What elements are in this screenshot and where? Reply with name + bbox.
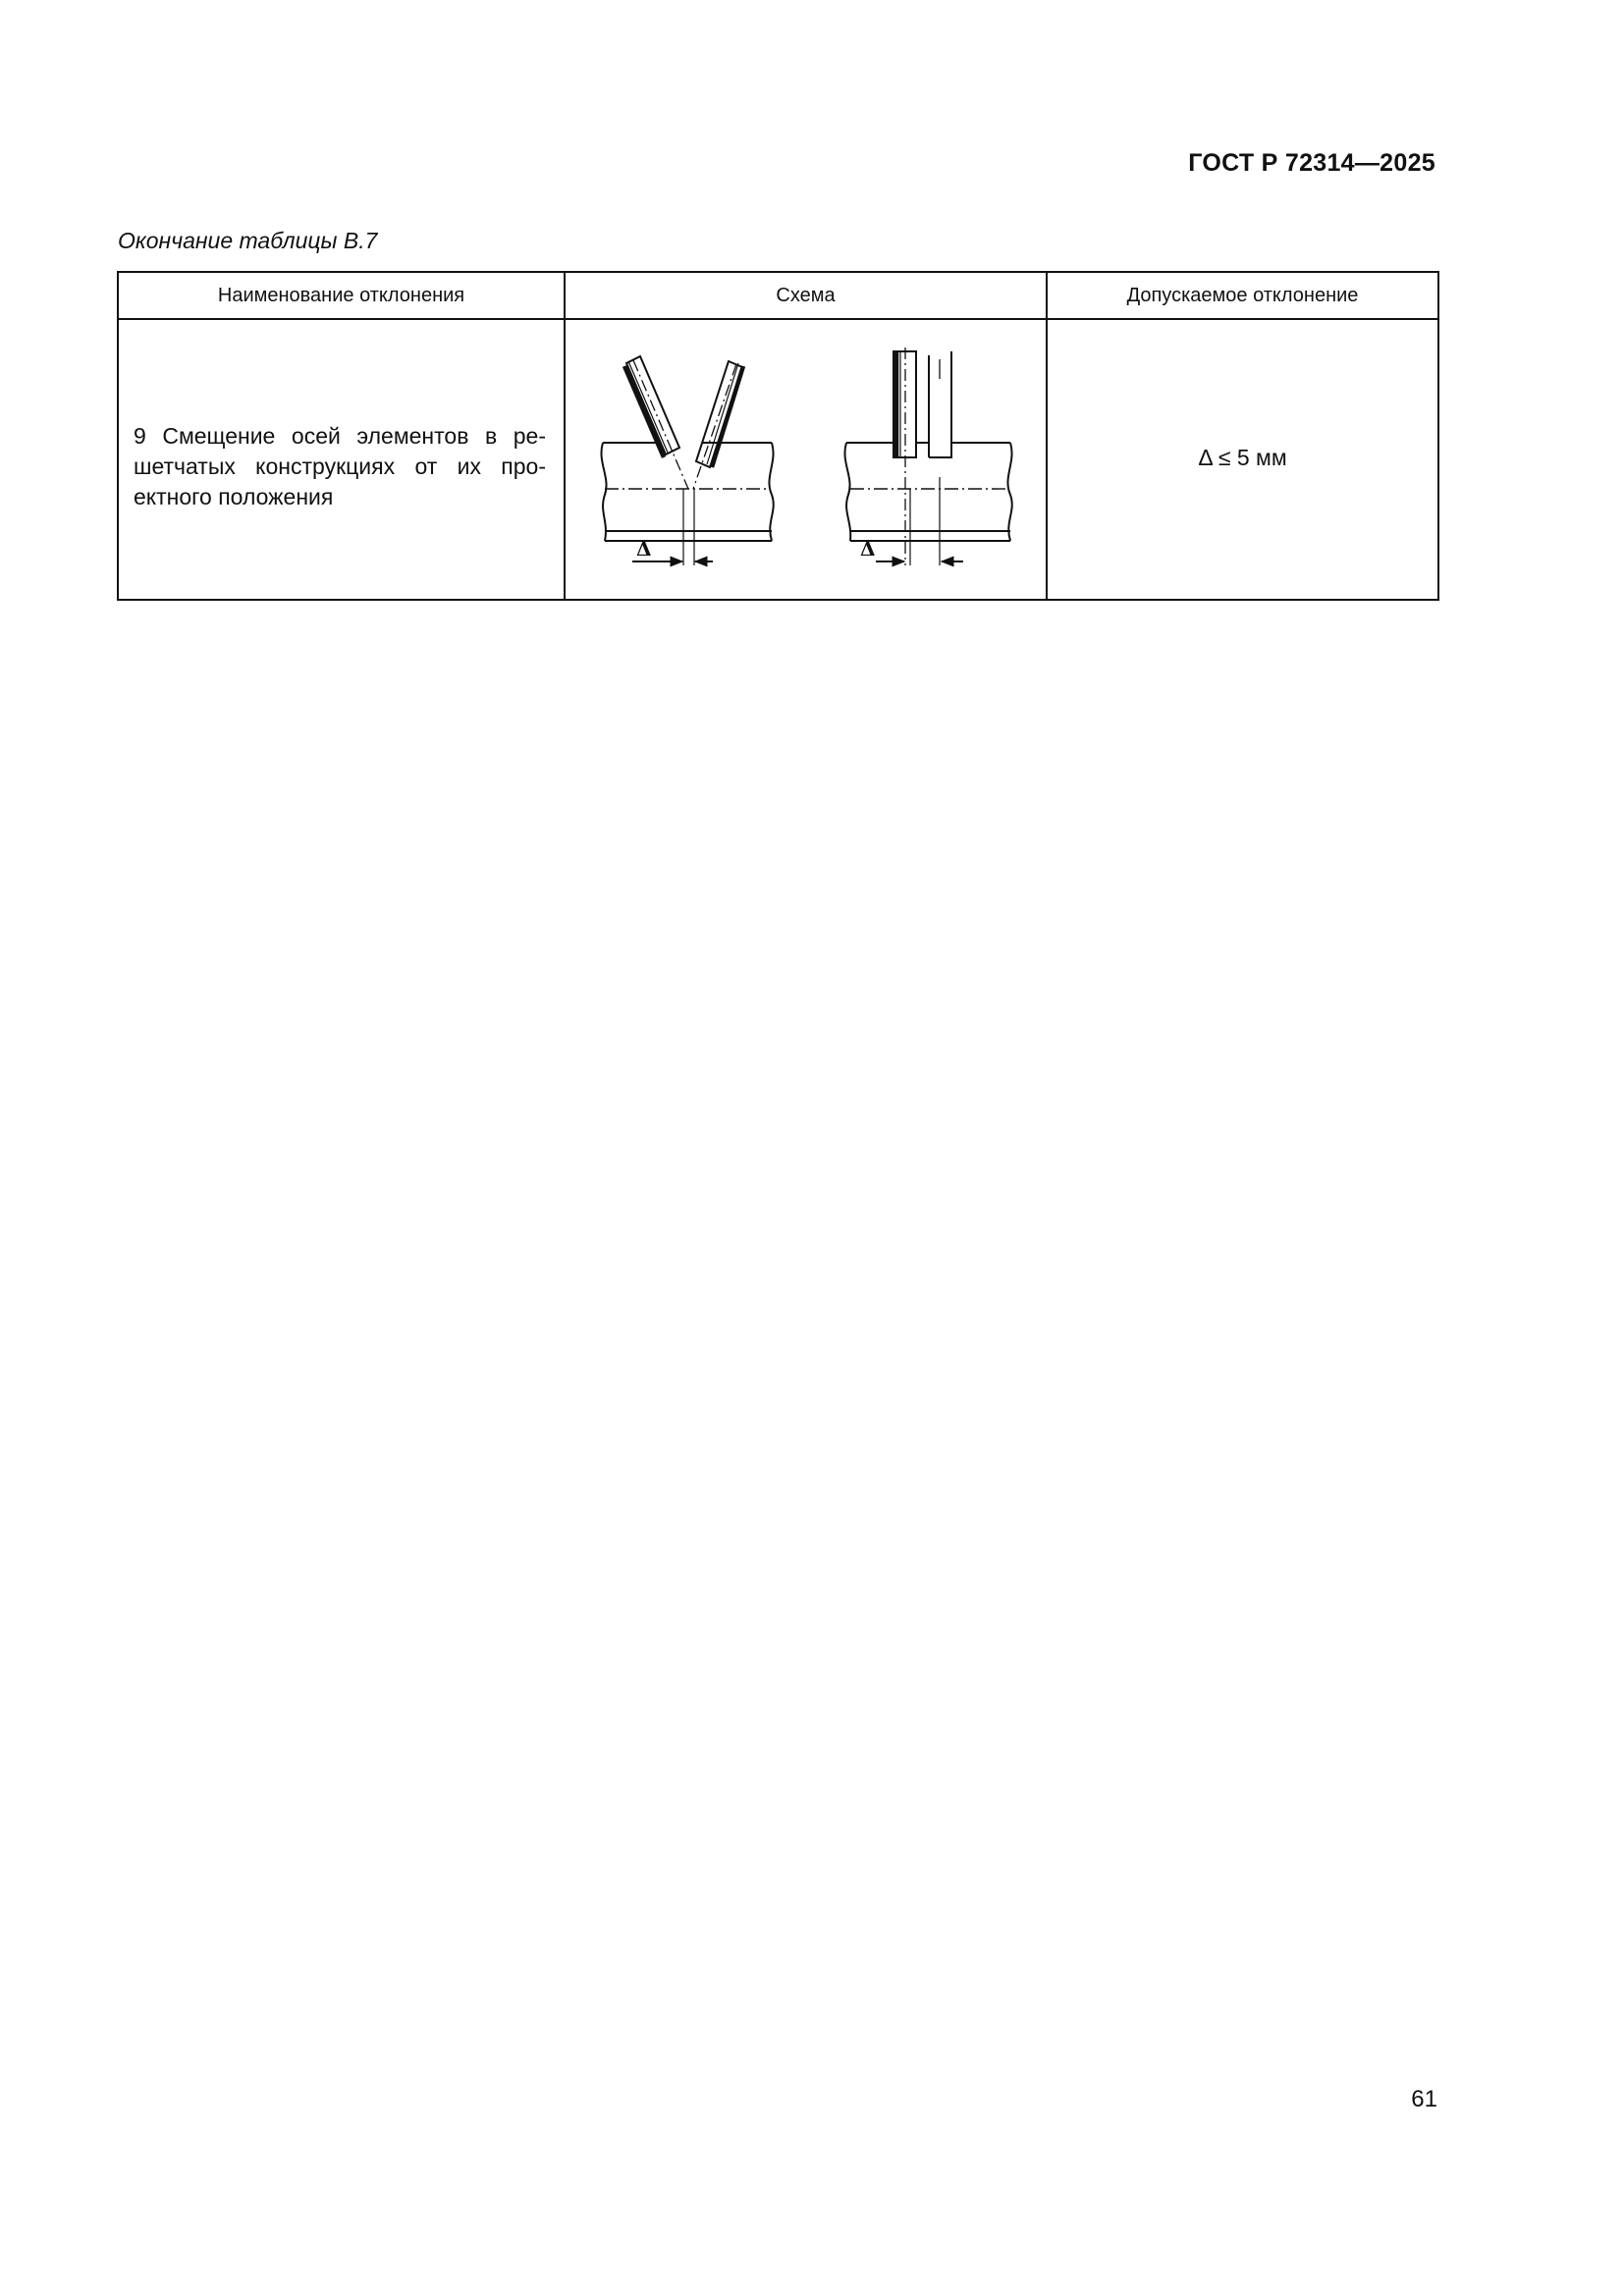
table-row [118,319,1438,600]
column-header-name: Наименование отклонения [118,272,565,319]
document-code: ГОСТ Р 72314—2025 [1188,149,1435,177]
tolerance-value: Δ ≤ 5 мм [1198,445,1287,470]
table-header-row [118,272,1438,319]
inclined-members-figure [601,356,773,565]
deviation-name-cell [118,319,565,600]
lattice-axis-offset-diagram [566,320,1048,599]
delta-label-right: Δ [860,537,876,561]
scheme-cell [565,319,1047,600]
deviation-table [117,271,1439,601]
column-header-tolerance: Допускаемое отклонение [1047,272,1438,319]
tolerance-cell [1047,319,1438,600]
table-caption: Окончание таблицы В.7 [118,228,378,253]
deviation-name: 9 Смещение осей элементов в решетчатых конструкциях от их проектного положения [134,423,546,509]
page-number: 61 [1411,2086,1437,2112]
delta-label-left: Δ [636,537,652,561]
vertical-members-figure [844,347,1011,565]
column-header-scheme: Схема [565,272,1047,319]
